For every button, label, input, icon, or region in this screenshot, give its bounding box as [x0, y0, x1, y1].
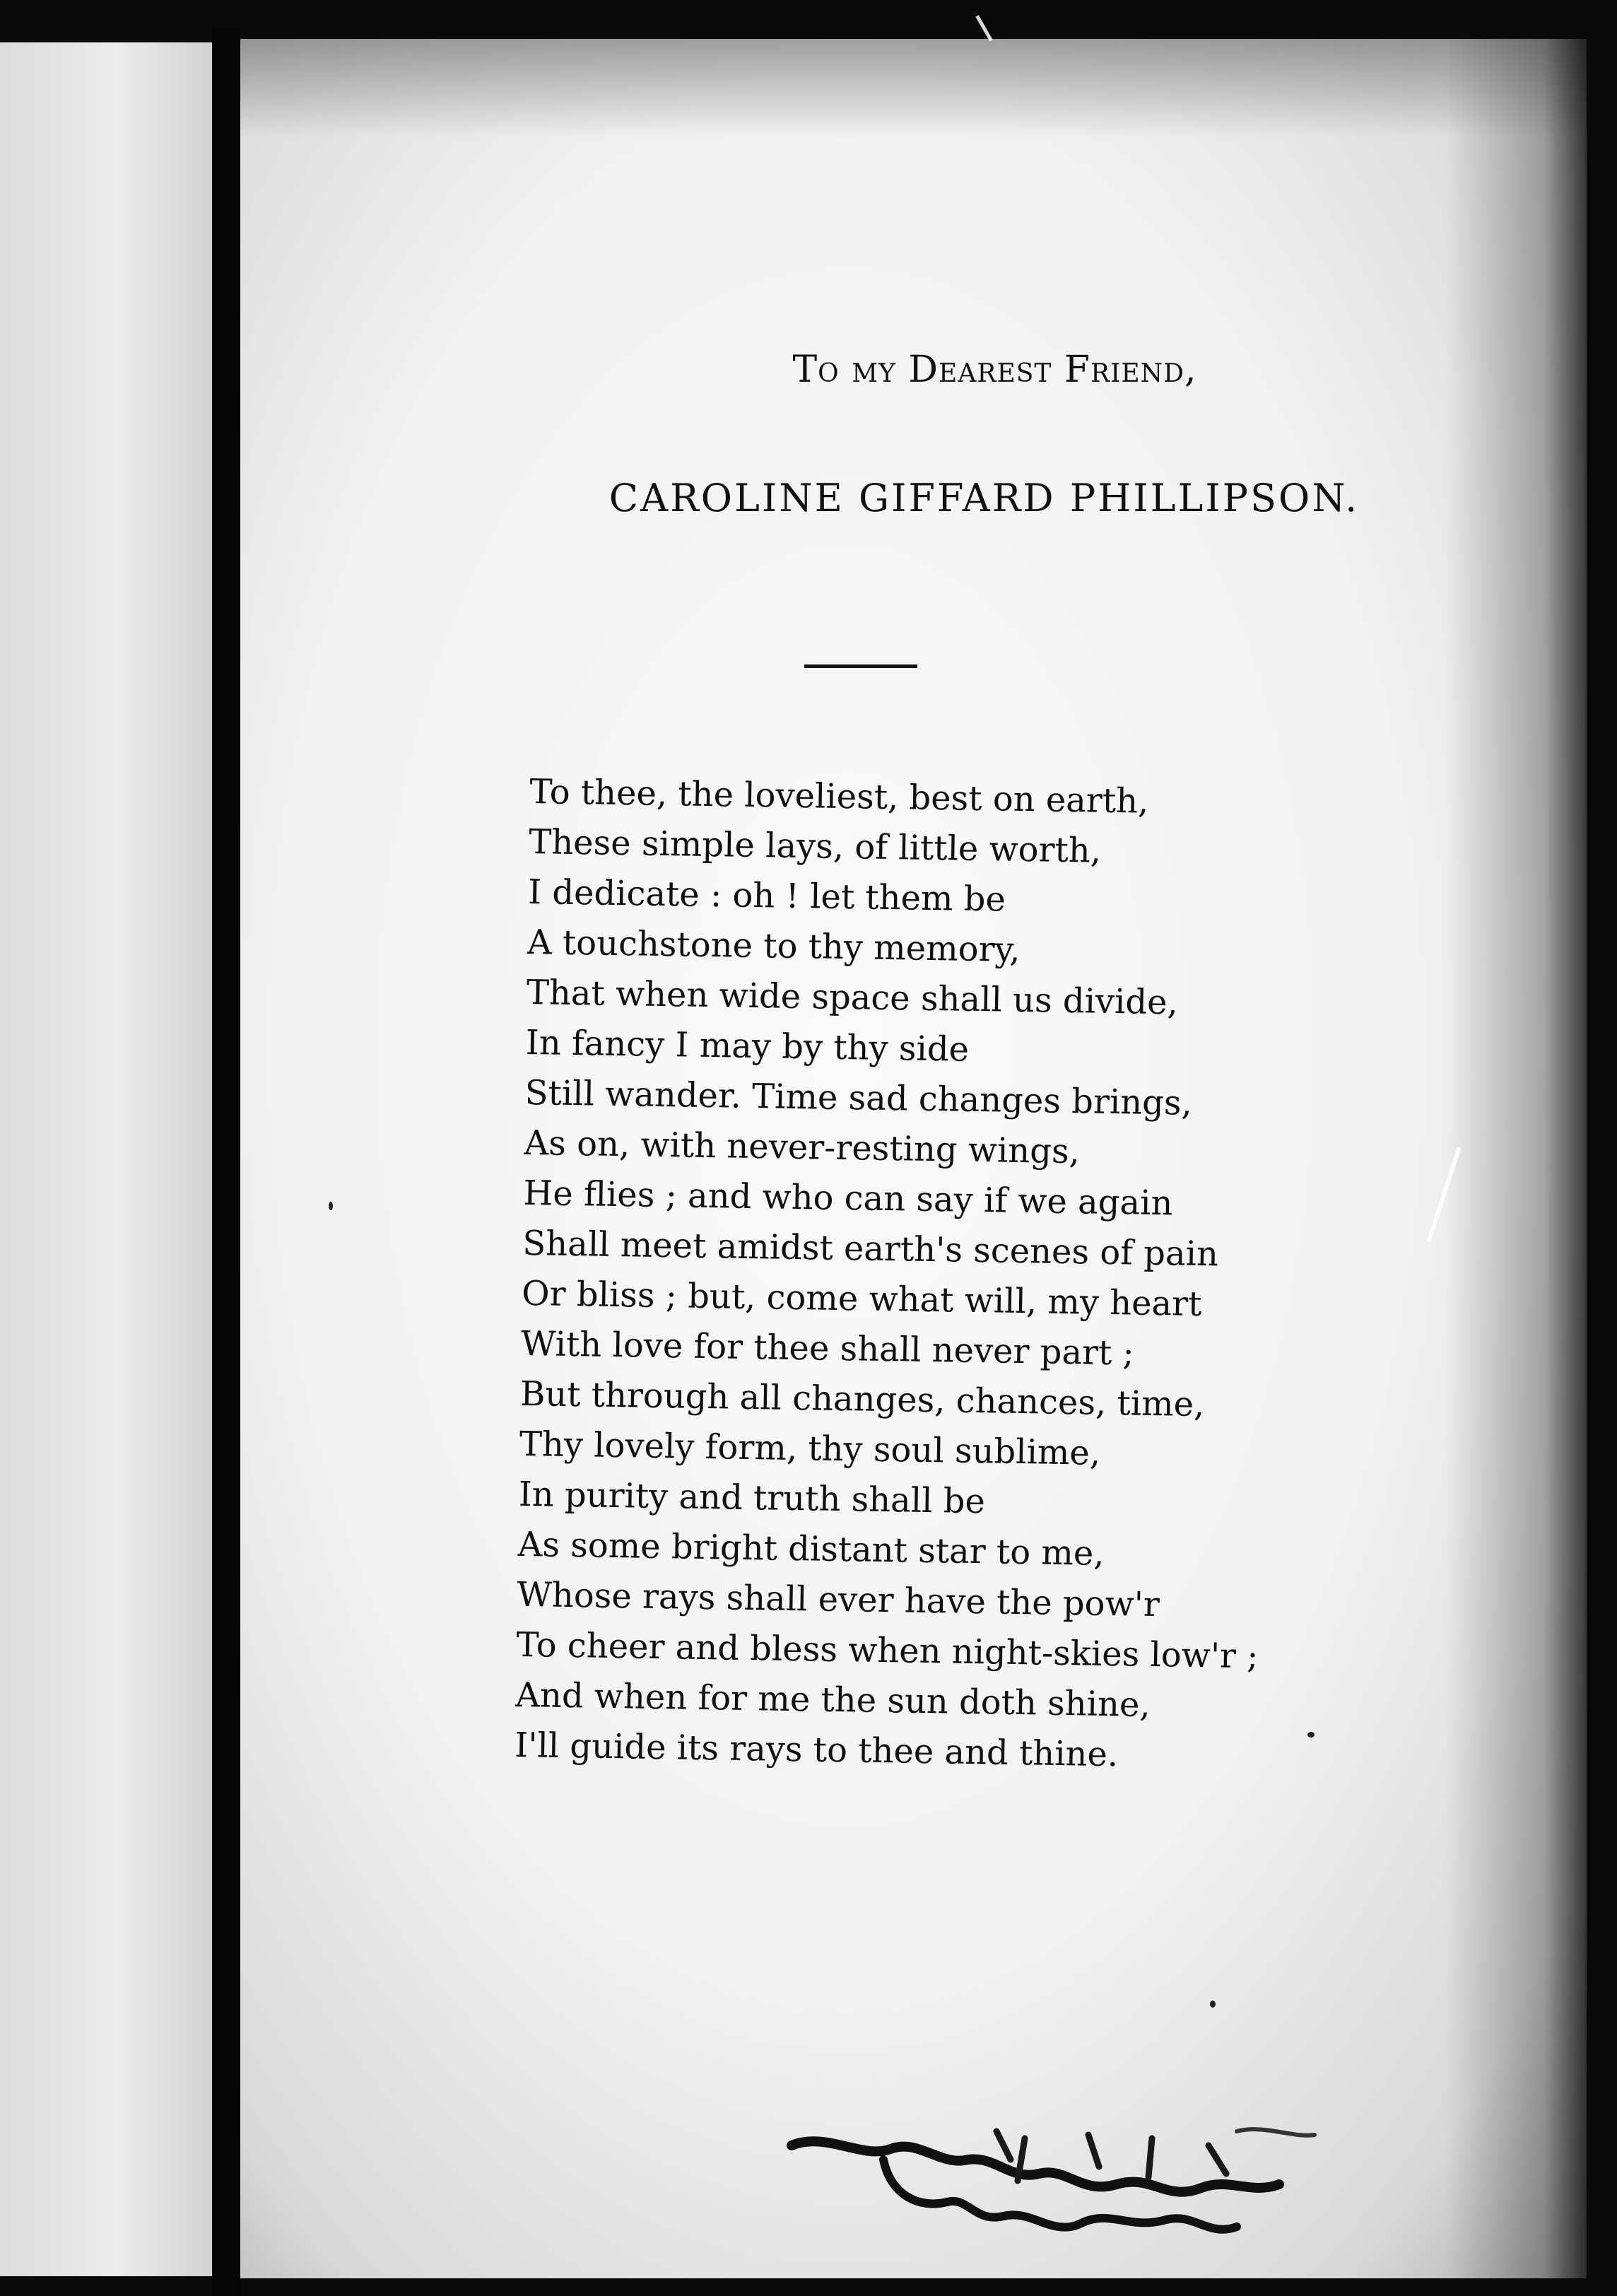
poem-line: In purity and truth shall be: [518, 1474, 986, 1522]
scan-speck: [329, 1202, 333, 1210]
poem-line: I dedicate : oh ! let them be: [527, 872, 1006, 920]
poem-line: I'll guide its rays to thee and thine.: [514, 1725, 1119, 1775]
left-page-fragment: [0, 42, 212, 2276]
poem-line: Or bliss ; but, come what will, my heart: [521, 1273, 1202, 1325]
poem-line: With love for thee shall never part ;: [520, 1323, 1135, 1374]
poem-line: A touchstone to thy memory,: [527, 922, 1021, 970]
poem-line: In fancy I may by thy side: [525, 1022, 970, 1070]
dedicatee-name: CAROLINE GIFFARD PHILLIPSON.: [608, 476, 1360, 520]
dedication-page: [240, 39, 1587, 2278]
poem-line: Shall meet amidst earth's scenes of pain: [522, 1223, 1219, 1275]
dedication-heading: To my Dearest Friend,: [792, 348, 1197, 391]
section-rule: [804, 664, 917, 668]
poem-line: And when for me the sun doth shine,: [514, 1675, 1151, 1725]
ink-signature-smudge: [784, 2117, 1322, 2259]
poem-line: That when wide space shall us divide,: [526, 972, 1179, 1023]
poem-line: He flies ; and who can say if we again: [523, 1173, 1173, 1224]
scan-scratch: [975, 15, 992, 41]
scan-speck: [1307, 1732, 1315, 1738]
poem-line: To thee, the loveliest, best on earth,: [529, 771, 1149, 821]
poem-line: These simple lays, of little worth,: [528, 821, 1102, 871]
scan-speck: [1210, 2001, 1216, 2008]
page-top-shadow: [240, 39, 1587, 138]
poem-line: As some bright distant star to me,: [517, 1524, 1105, 1574]
poem-line: As on, with never-resting wings,: [524, 1123, 1081, 1172]
dedication-poem: [514, 767, 1259, 1782]
poem-line: Still wander. Time sad changes brings,: [524, 1072, 1193, 1123]
book-gutter: [212, 28, 240, 2296]
poem-line: Thy lovely form, thy soul sublime,: [519, 1424, 1101, 1473]
poem-line: To cheer and bless when night-skies low'r ;: [516, 1624, 1259, 1677]
poem-line: Whose rays shall ever have the pow'r: [517, 1574, 1160, 1625]
poem-line: But through all changes, chances, time,: [519, 1374, 1205, 1425]
